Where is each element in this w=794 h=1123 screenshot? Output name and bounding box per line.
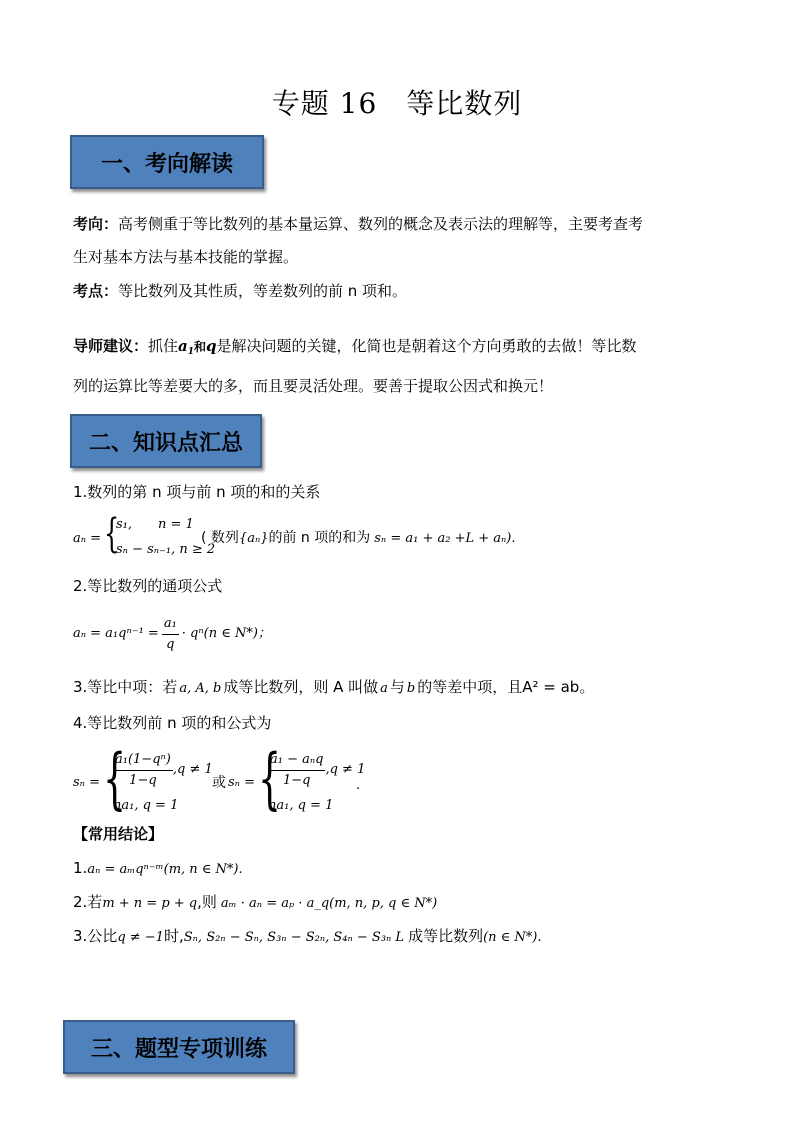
conclusion-2-then: ,则 — [197, 893, 217, 911]
item-4-lhs2: sₙ = — [228, 775, 255, 790]
kaodian-line — [73, 281, 407, 301]
item-1-brace: { — [104, 511, 120, 557]
item-3-pre: 3.等比中项：若 — [73, 678, 178, 696]
item-2-formula — [73, 612, 271, 656]
item-1-note-pre: ( 数列 — [201, 530, 239, 546]
item-1-case2: sₙ − sₙ₋₁, n ≥ 2 — [116, 542, 216, 557]
conclusion-3-post: 成等比数列 — [408, 927, 484, 945]
conclusion-3-cond: q ≠ −1 — [117, 930, 164, 945]
item-3-a: a — [380, 681, 388, 696]
conclusion-1 — [73, 858, 243, 880]
section-header-3-label: 三、题型专项训练 — [90, 1035, 267, 1062]
kaoxiang-line2: 生对基本方法与基本技能的掌握。 — [73, 248, 299, 266]
item-3-line — [73, 677, 594, 699]
kaoxiang-text1: 高考侧重于等比数列的基本量运算、数列的概念及表示法的理解等，主要考查考 — [118, 215, 644, 233]
item-2-frac: $\frac{\text{a₁}}{q}$ — [163, 615, 177, 652]
item-3-vars: a, A, b — [179, 681, 222, 696]
kaodian-label: 考点： — [73, 282, 119, 300]
conclusion-3-formula: Sₙ, S₂ₙ − Sₙ, S₃ₙ − S₂ₙ, S₄ₙ − S₃ₙ L — [183, 930, 405, 945]
item-2-formula-a: aₙ = a₁qⁿ⁻¹ = — [73, 626, 159, 641]
advice-label: 导师建议： — [73, 337, 149, 355]
advice-a1: $a_1$ — [178, 337, 195, 357]
kaodian-text: 等比数列及其性质，等差数列的前 n 项和。 — [118, 282, 408, 300]
item-4-brace-2: { — [258, 740, 282, 817]
item-2-formula-b: · qⁿ(n ∈ N*)； — [181, 626, 271, 641]
item-4-alt-case1: $\frac{\text{a₁ − aₙq}}{1-q}$ ,q ≠ 1 — [268, 748, 365, 792]
page-title: 专题 16 等比数列 — [271, 87, 523, 120]
item-1-heading: 1.数列的第 n 项与前 n 项的和的关系 — [73, 483, 321, 501]
item-4-alt-case2: na₁, q = 1 — [268, 798, 334, 813]
advice-he: 和 — [194, 340, 207, 354]
item-3-post: 的等差中项，且A² = ab。 — [417, 678, 595, 696]
item-3-b: b — [406, 681, 416, 696]
item-1-case1: s₁, n = 1 — [116, 517, 194, 532]
advice-line1 — [73, 336, 637, 362]
conclusion-2-cond: m + n = p + q — [102, 896, 198, 911]
conclusion-3-pre: 3.公比 — [73, 927, 118, 945]
conclusion-3 — [73, 926, 542, 948]
section-header-2-label: 二、知识点汇总 — [88, 429, 243, 456]
section-header-1 — [70, 135, 264, 189]
section-header-1-label: 一、考向解读 — [100, 150, 233, 177]
item-4-end: . — [356, 778, 361, 793]
item-2-heading: 2.等比数列的通项公式 — [73, 577, 223, 595]
item-3-and: 与 — [389, 678, 405, 696]
conclusion-1-pre: 1. — [73, 859, 88, 877]
advice-line2: 列的运算比等差要大的多，而且要灵活处理。要善于提取公因式和换元！ — [73, 377, 554, 395]
item-4-heading: 4.等比数列前 n 项的和公式为 — [73, 714, 272, 732]
advice-q: q — [206, 337, 217, 355]
item-4-frac-1: $\frac{\text{a₁(1−qⁿ)}}{1-q}$ — [115, 751, 171, 788]
kaoxiang-line1 — [73, 214, 643, 234]
item-1-lhs: aₙ = — [73, 531, 102, 546]
conclusion-2-formula: aₘ · aₙ = aₚ · a_q(m, n, p, q ∈ N*) — [220, 896, 438, 911]
item-4-frac-2: $\frac{\text{a₁ − aₙq}}{1-q}$ — [270, 751, 324, 788]
conclusion-2 — [73, 892, 437, 914]
item-1-note — [201, 528, 515, 549]
item-1-note-formula: sₙ = a₁ + a₂ +L + aₙ). — [374, 531, 516, 546]
item-4-case2: na₁, q = 1 — [113, 798, 179, 813]
conclusion-2-pre: 2.若 — [73, 893, 103, 911]
section-header-3 — [63, 1020, 295, 1074]
item-4-case1: $\frac{\text{a₁(1−qⁿ)}}{1-q}$ ,q ≠ 1 — [113, 748, 213, 792]
item-3-mid: 成等比数列，则 A 叫做 — [223, 678, 379, 696]
conclusion-3-end: (n ∈ N*). — [483, 930, 542, 945]
conclusion-1-formula: aₙ = aₘqⁿ⁻ᵐ(m, n ∈ N*). — [87, 862, 243, 877]
conclusion-3-shi: 时, — [163, 927, 184, 945]
kaoxiang-label: 考向： — [73, 215, 119, 233]
section-header-2 — [70, 414, 262, 468]
item-4-or: 或 — [212, 775, 226, 791]
item-4-lhs1: sₙ = — [73, 775, 100, 790]
conclusions-header: 【常用结论】 — [73, 825, 164, 843]
item-1-note-seq: {aₙ} — [238, 531, 269, 546]
advice-post: 是解决问题的关键，化简也是朝着这个方向勇敢的去做！等比数 — [216, 337, 637, 355]
advice-pre: 抓住 — [148, 337, 179, 355]
item-4-brace-1: { — [103, 740, 127, 817]
item-1-note-mid: 的前 n 项的和为 — [268, 530, 371, 546]
